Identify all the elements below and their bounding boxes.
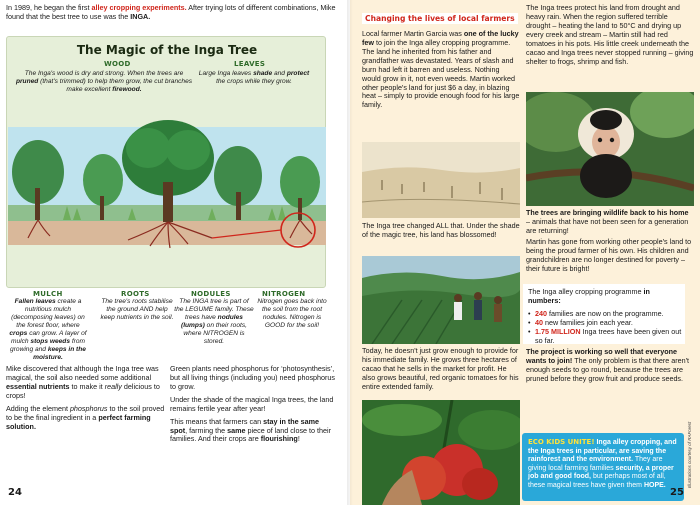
eco-bold-3: HOPE. xyxy=(643,481,666,489)
label-nodules-head: NODULES xyxy=(191,290,231,298)
left-col1-p1 xyxy=(6,365,166,401)
right-col2-caption xyxy=(526,209,694,236)
left-col1 xyxy=(6,365,166,431)
col2-p3-d: ! xyxy=(297,434,300,444)
panel-title: The Magic of the Inga Tree xyxy=(76,43,258,57)
label-nitrogen-body: Nitrogen goes back into the soil from the root nodules. Nitrogen is GOOD for the soil! xyxy=(257,298,327,330)
label-wood-head: WOOD xyxy=(104,60,131,68)
stats-list xyxy=(528,310,684,346)
left-col1-p2 xyxy=(6,405,166,432)
nodules-text-b: on their roots, where NITROGEN is stored. xyxy=(183,322,247,346)
tomatoes-image xyxy=(362,400,520,505)
eco-kids-box xyxy=(522,433,684,501)
eco-text-1: They are giving local farming families xyxy=(528,456,663,472)
leaves-text-b: and xyxy=(273,70,285,77)
r-col1-p1-b: to join the Inga alley cropping programme. The land he inherited from his father and grandfather was devastated. Years of slash and burn had left it barren and useless. Nothing would grow in it, not even weeds. Martin worked other people's land for just $6 a day, in blazing heat – simply to provide enough food for his large family. xyxy=(362,37,520,110)
page-number-left: 24 xyxy=(8,487,22,498)
col2-p3-bold2: same xyxy=(227,425,246,435)
leaves-text-a: Large Inga leaves xyxy=(198,70,252,77)
col1-p1-c: delicious to crops! xyxy=(6,381,160,400)
stat-text: Inga trees have been given out so far. xyxy=(535,326,682,345)
farmers-field-drawing xyxy=(362,256,520,344)
label-roots-head: ROOTS xyxy=(121,290,150,298)
stat-text: families are now on the programme. xyxy=(549,308,664,318)
nodules-text-a: The INGA tree is part of the LEGUME family. These trees have xyxy=(174,298,254,322)
wood-text-a: The Inga's wood is dry and strong. When the trees are xyxy=(24,70,184,77)
right-col1-p1 xyxy=(362,30,520,110)
stat-number: 40 xyxy=(535,317,543,327)
mulch-text-a: create a nutritious mulch (decomposing leaves) on the forest floor, where xyxy=(11,298,85,330)
r-col1-p1-a: Local farmer Martin Garcia was xyxy=(362,29,462,38)
col1-p1-a: Mike discovered that although the Inga tree was magical, the soil also needed some additional xyxy=(6,364,159,382)
page-number-right: 25 xyxy=(670,487,684,498)
right-col1-p2: The Inga tree changed ALL that. Under the shade of the magic tree, his land has blossomed! xyxy=(362,221,520,239)
right-col1-p3: Today, he doesn't just grow enough to provide for his immediate family. He grows three hectares of cacao that he sells in the market for profit. He also grows beautiful, red organic tomatoes for his entire extended family. xyxy=(362,346,519,391)
mulch-text-fallen: Fallen leaves xyxy=(14,298,56,305)
right-col2-p3 xyxy=(526,348,694,384)
left-col2-p1: Green plants need phosphorus for ‘photosynthesis’, but all living things (including you) need phosphorus to grow. xyxy=(170,364,336,391)
mulch-text-c: from growing and xyxy=(10,338,86,354)
mulch-text-weeds: stops weeds xyxy=(30,338,70,346)
wood-text-b: (that's trimmed) to help them grow, the cut branches make excellent xyxy=(40,78,193,94)
col2-p3-bold: stay in the same spot xyxy=(170,416,320,435)
leaves-text-c: the crops while they grow. xyxy=(216,78,292,86)
intro-highlight: alley cropping experiments. xyxy=(91,3,187,12)
col2-p3-c: piece of land close to their families. And their crops are xyxy=(170,425,332,444)
intro-p1: In 1989, he began the first xyxy=(6,3,90,12)
col1-p1-bold: essential nutrients xyxy=(6,381,70,391)
monkey-image xyxy=(526,92,694,206)
left-col2 xyxy=(170,365,338,444)
main-inga-tree xyxy=(122,120,214,222)
nitrogen-pointer xyxy=(212,230,281,238)
stats-content xyxy=(528,288,684,346)
right-col2-p1: The Inga trees protect his land from drought and heavy rain. When the region suffered terrible drought – heating the land to 50°C and drying up every creek and stream – Martin still had red tomatoes in his pots. His little creek underneath the cacao and Inga trees never stopped running – giving shelter to frogs, shrimp and fish. xyxy=(526,3,694,66)
intro-inga: INGA. xyxy=(130,11,151,21)
label-nodules-body xyxy=(174,298,254,346)
wood-text-firewood: firewood. xyxy=(112,86,142,94)
tree-roots xyxy=(28,220,312,248)
label-wood-body xyxy=(14,70,194,94)
nodules-text-lumps: nodules (lumps) xyxy=(181,314,243,330)
r-col2-p3-bold: The project is working so well that everyone wants to join! xyxy=(526,347,677,365)
stats-intro-bold: in numbers: xyxy=(528,287,650,305)
inga-tree-illustration xyxy=(8,110,326,250)
farmland-drawing xyxy=(362,142,520,218)
label-mulch-body xyxy=(8,298,88,362)
leaves-text-shade: shade xyxy=(253,70,273,77)
label-leaves-head: LEAVES xyxy=(234,60,266,68)
right-col2-p2: Martin has gone from working other people's land to being the proud farmer of his own. His children and grandchildren are no longer destined for poverty – their future is bright! xyxy=(526,237,692,273)
wildlife-caption-bold: The trees are bringing wildlife back to his home xyxy=(526,208,689,217)
left-col2-p2: Under the shade of the magical Inga trees, the land remains fertile year after year! xyxy=(170,394,334,413)
col2-p3-bold3: flourishing xyxy=(260,434,298,444)
monkey-drawing xyxy=(526,92,694,206)
col1-p2-italic: phosphorus xyxy=(69,403,108,413)
wood-text-pruned: pruned xyxy=(15,78,39,86)
label-leaves-body xyxy=(198,70,310,86)
eco-bold-1: Inga alley cropping, and the Inga trees in particular, are saving the rainforest and the environment. xyxy=(528,439,677,464)
crops-row xyxy=(63,206,286,220)
eco-label: ECO KIDS UNITE! xyxy=(528,438,595,446)
intro-text xyxy=(6,4,346,22)
col1-p1-italic: really xyxy=(104,381,122,391)
r-col1-p1-bold: one of the lucky few xyxy=(362,29,519,47)
tomatoes-drawing xyxy=(362,400,520,505)
illustration-credit: Illustrations courtesy of RAForest xyxy=(687,421,692,488)
farmers-field-image xyxy=(362,256,520,344)
col1-p2-b: to the soil proved to be the final ingredient in a xyxy=(6,403,165,422)
eco-bold-2: security, a proper job and good food, xyxy=(528,464,674,481)
stat-text: new families join each year. xyxy=(545,317,633,327)
right-heading: Changing the lives of local farmers xyxy=(362,13,518,24)
stats-item xyxy=(528,328,684,346)
mulch-text-moisture: keeps in the moisture. xyxy=(33,346,86,362)
col1-p2-bold: perfect farming solution. xyxy=(6,412,151,431)
farmland-image xyxy=(362,142,520,218)
label-nitrogen-head: NITROGEN xyxy=(262,290,306,298)
intro-p2: After trying lots of different combinations, Mike found that the best tree to use was the xyxy=(6,3,336,21)
wildlife-caption-text: – animals that have not been seen for a generation are returning! xyxy=(526,216,689,235)
stats-intro-text: The Inga alley cropping programme xyxy=(528,287,642,296)
label-mulch-head: MULCH xyxy=(33,290,63,298)
col2-p3-a: This means that farmers can xyxy=(170,416,262,426)
stats-intro xyxy=(528,288,684,306)
mulch-text-crops: crops xyxy=(9,330,28,338)
col1-p1-b: to make it xyxy=(71,381,103,391)
stat-number: 1.75 MILLION xyxy=(535,326,581,336)
leaves-text-protect: protect xyxy=(286,70,310,77)
page-gutter xyxy=(347,0,353,505)
col2-p3-b: , farming the xyxy=(185,425,226,435)
stat-number: 240 xyxy=(535,308,547,318)
col1-p2-a: Adding the element xyxy=(6,403,68,413)
left-col2-p3 xyxy=(170,418,338,445)
mulch-text-b: can grow. A layer of mulch xyxy=(10,330,87,346)
label-roots-body: The tree's roots stabilise the ground AND help keep nutrients in the soil. xyxy=(100,298,174,322)
eco-text-2: but perhaps most of all, these magical trees have given them xyxy=(528,473,666,489)
r-col2-p3-text: The only problem is that there aren't enough seeds to go round, because the trees are pruned before they grow fruit and produce seeds. xyxy=(526,355,690,383)
